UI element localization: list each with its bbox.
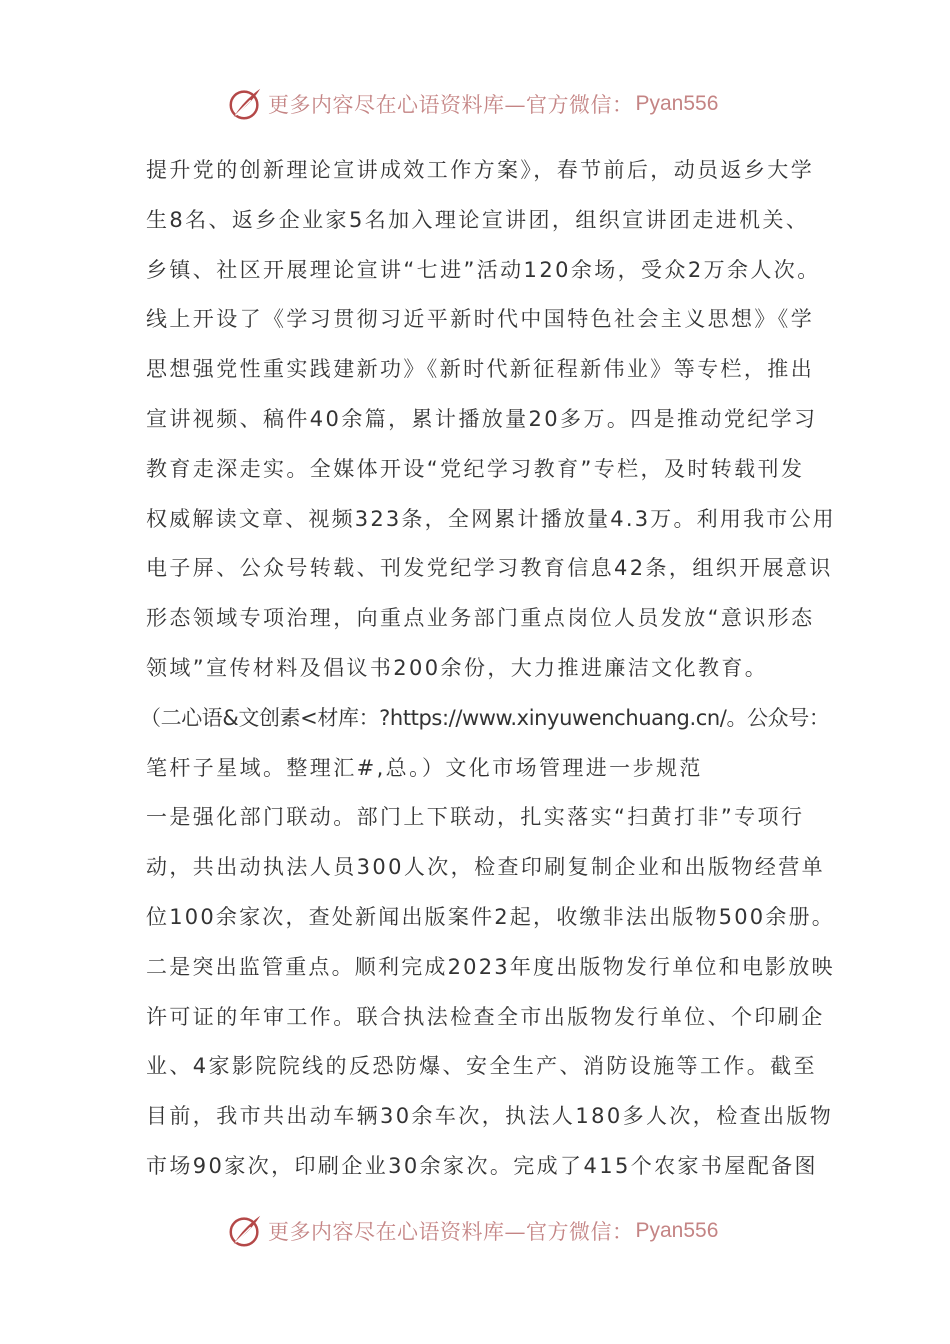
body-line: 权威解读文章、视频323条，全网累计播放量4.3万。利用我市公用 — [146, 506, 836, 531]
body-line: 领域”宣传材料及倡议书200余份，大力推进廉洁文化教育。 — [146, 655, 769, 680]
body-line: 二是突出监管重点。顺利完成2023年度出版物发行单位和电影放映 — [146, 954, 835, 979]
body-line: 乡镇、社区开展理论宣讲“七进”活动120余场，受众2万余人次。 — [146, 257, 821, 282]
body-line: 动，共出动执法人员300人次，检查印刷复制企业和出版物经营单 — [146, 855, 826, 880]
quill-pen-logo-icon — [226, 85, 264, 123]
document-body — [140, 146, 836, 1192]
body-line: 市场90家次，印刷企业30余家次。完成了415个农家书屋配备图 — [146, 1153, 818, 1178]
body-line: 生8名、返乡企业家5名加入理论宣讲团，组织宣讲团走进机关、 — [146, 207, 810, 232]
body-line: 笔杆子星域。整理汇#,总。）文化市场管理进一步规范 — [146, 755, 703, 780]
header-watermark — [226, 84, 718, 124]
body-line: 位100余家次，查处新闻出版案件2起，收缴非法出版物500余册。 — [146, 904, 835, 929]
body-line: （二心语&文创素<材库：?https://www.xinyuwenchuang.cn/。公众号： — [140, 705, 830, 730]
body-line: 许可证的年审工作。联合执法检查全市出版物发行单位、个印刷企 — [146, 1004, 825, 1029]
watermark-text: 更多内容尽在心语资料库—官方微信： — [268, 93, 634, 117]
watermark-text: 更多内容尽在心语资料库—官方微信： — [268, 1220, 634, 1244]
body-line: 宣讲视频、稿件40余篇，累计播放量20多万。四是推动党纪学习 — [146, 406, 818, 431]
footer-watermark — [226, 1211, 718, 1251]
body-line: 提升党的创新理论宣讲成效工作方案》，春节前后，动员返乡大学 — [146, 158, 815, 182]
body-line: 目前，我市共出动车辆30余车次，执法人180多人次，检查出版物 — [146, 1104, 834, 1129]
body-line: 业、4家影院院线的反恐防爆、安全生产、消防设施等工作。截至 — [146, 1054, 817, 1079]
body-line: 形态领域专项治理，向重点业务部门重点岗位人员发放“意识形态 — [146, 606, 815, 631]
body-line: 电子屏、公众号转载、刊发党纪学习教育信息42条，组织开展意识 — [146, 556, 833, 581]
body-line: 思想强党性重实践建新功》《新时代新征程新伟业》等专栏，推出 — [146, 357, 815, 382]
watermark-wechat-id: Pyan556 — [635, 92, 719, 115]
watermark-wechat-id: Pyan556 — [635, 1219, 719, 1242]
body-line: 教育走深走实。全媒体开设“党纪学习教育”专栏，及时转载刊发 — [146, 456, 805, 481]
body-line: 一是强化部门联动。部门上下联动，扎实落实“扫黄打非”专项行 — [146, 805, 805, 830]
body-line: 线上开设了《学习贯彻习近平新时代中国特色社会主义思想》《学 — [146, 307, 815, 332]
quill-pen-logo-icon — [226, 1212, 264, 1250]
